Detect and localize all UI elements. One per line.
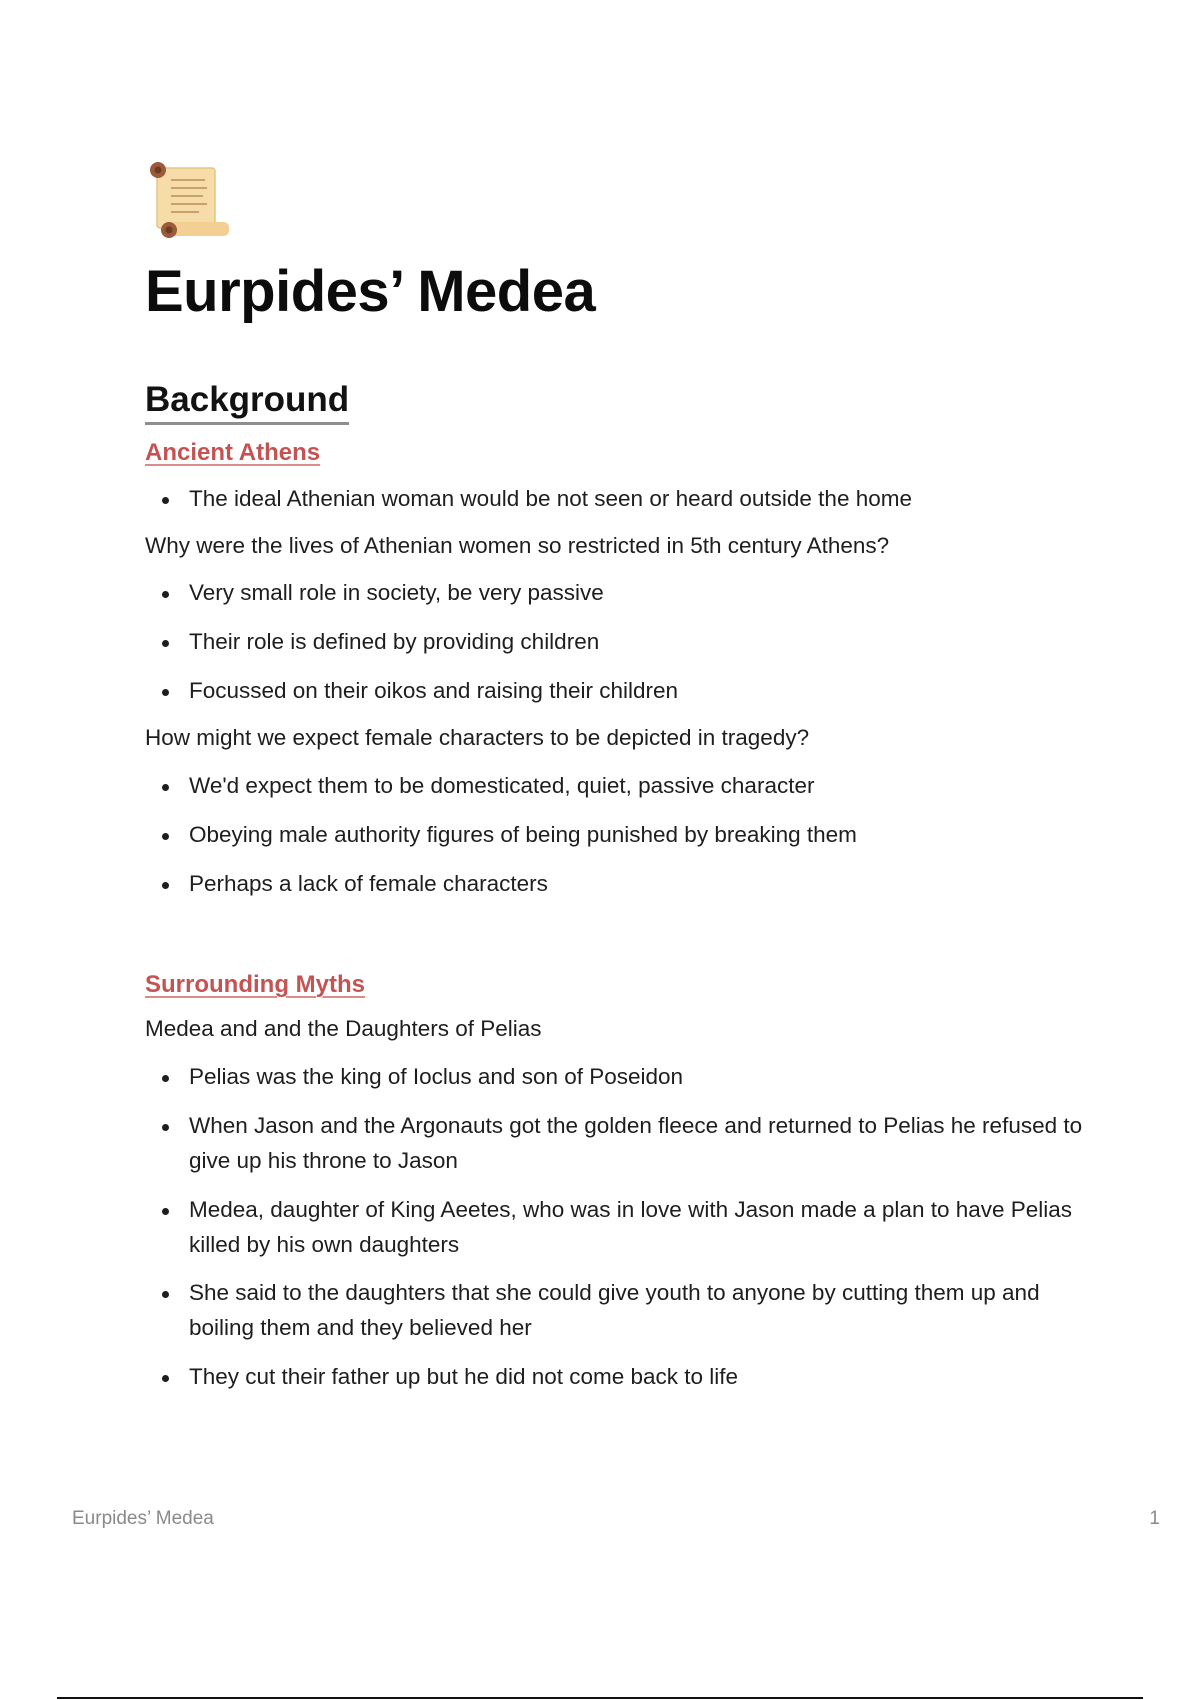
myths-list	[145, 1060, 1095, 1395]
scroll-icon	[145, 160, 231, 242]
myth-intro-paragraph: Medea and and the Daughters of Pelias	[145, 1016, 542, 1042]
footer-page-number: 1	[1149, 1508, 1160, 1529]
list-item: When Jason and the Argonauts got the golden fleece and returned to Pelias he refused to give up his throne to Jason	[145, 1109, 1095, 1179]
athens-answers-list-1	[145, 576, 1095, 709]
page-divider	[57, 1697, 1143, 1699]
subsection-ancient-athens	[145, 439, 1095, 468]
question-paragraph: Why were the lives of Athenian women so restricted in 5th century Athens?	[145, 532, 890, 558]
footer-title: Eurpides’ Medea	[72, 1508, 214, 1529]
athens-intro-list	[145, 482, 1095, 517]
question-paragraph: How might we expect female characters to be depicted in tragedy?	[145, 725, 810, 751]
subsection-surrounding-myths	[145, 971, 1095, 1000]
list-item: They cut their father up but he did not come back to life	[145, 1360, 1095, 1395]
list-item: Their role is defined by providing children	[145, 625, 1095, 660]
list-item: Pelias was the king of Ioclus and son of Poseidon	[145, 1060, 1095, 1095]
list-item: The ideal Athenian woman would be not seen or heard outside the home	[145, 482, 1095, 517]
list-item: She said to the daughters that she could give youth to anyone by cutting them up and boiling them and they believed her	[145, 1276, 1095, 1346]
list-item: Very small role in society, be very passive	[145, 576, 1095, 611]
page-content	[145, 160, 1095, 1395]
list-item: Medea, daughter of King Aeetes, who was in love with Jason made a plan to have Pelias killed by his own daughters	[145, 1193, 1095, 1263]
list-item: We'd expect them to be domesticated, quiet, passive character	[145, 769, 1095, 804]
list-item: Obeying male authority figures of being punished by breaking them	[145, 818, 1095, 853]
section-heading-background: Background	[145, 380, 349, 425]
athens-answers-list-2	[145, 769, 1095, 902]
subheading-ancient-athens: Ancient Athens	[145, 439, 321, 467]
subheading-surrounding-myths: Surrounding Myths	[145, 971, 365, 999]
list-item: Focussed on their oikos and raising their children	[145, 674, 1095, 709]
list-item: Perhaps a lack of female characters	[145, 867, 1095, 902]
page-title: Eurpides’ Medea	[145, 259, 596, 324]
